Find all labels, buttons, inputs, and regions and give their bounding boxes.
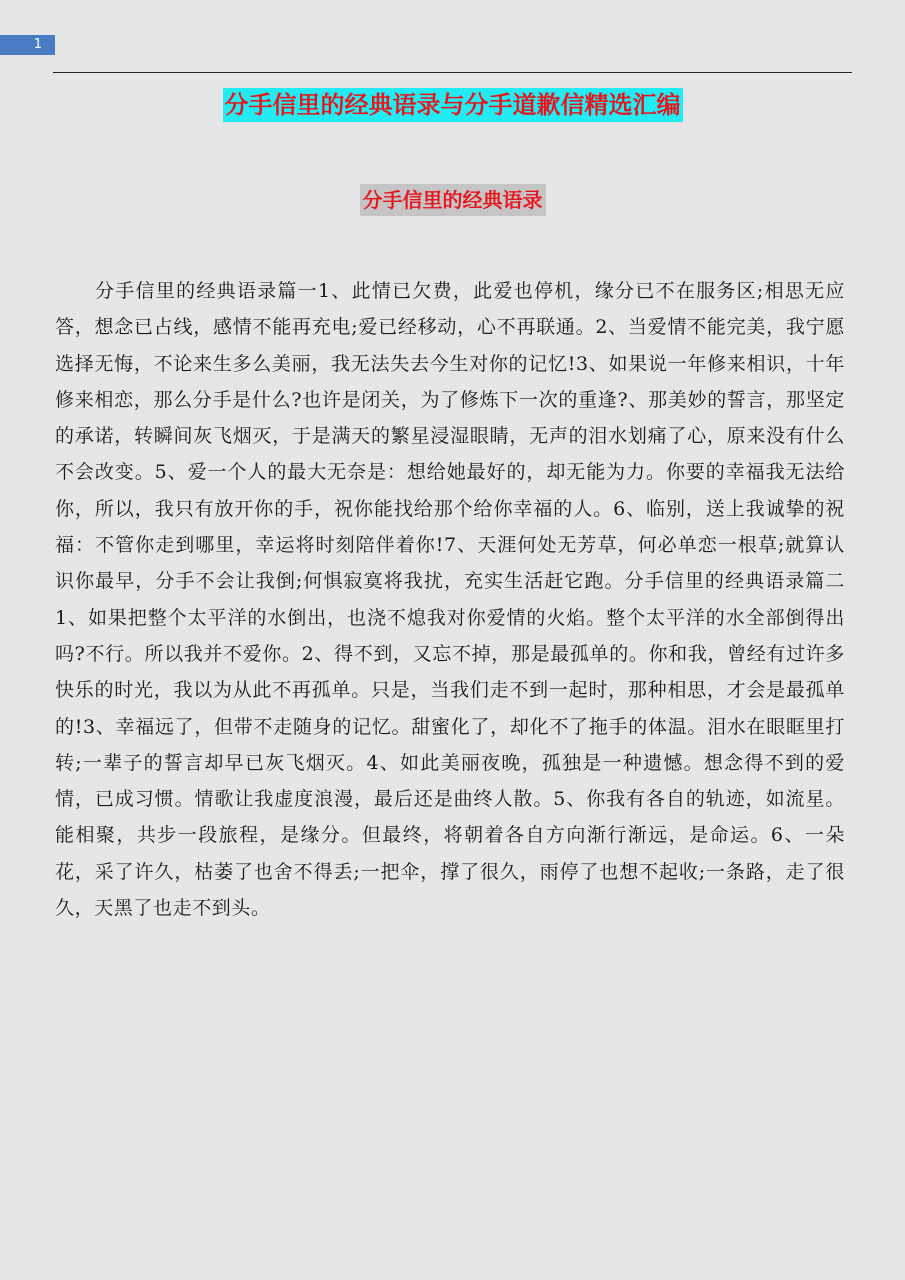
header-divider bbox=[53, 72, 852, 73]
body-paragraph: 分手信里的经典语录篇一1、此情已欠费，此爱也停机，缘分已不在服务区;相思无应答，想念已占线，感情不能再充电;爱已经移动，心不再联通。2、当爱情不能完美，我宁愿选择无悔，不论来生多么美丽，我无法失去今生对你的记忆!3、如果说一年修来相识，十年修来相恋，那么分手是什么?也许是闭关，为了修炼下一次的重逢?、那美妙的誓言，那坚定的承诺，转瞬间灰飞烟灭，于是满天的繁星浸湿眼睛，无声的泪水划痛了心，原来没有什么不会改变。5、爱一个人的最大无奈是：想给她最好的，却无能为力。你要的幸福我无法给你，所以，我只有放开你的手，祝你能找给那个给你幸福的人。6、临别，送上我诚挚的祝福：不管你走到哪里，幸运将时刻陪伴着你!7、天涯何处无芳草，何必单恋一根草;就算认识你最早，分手不会让我倒;何惧寂寞将我扰，充实生活赶它跑。分手信里的经典语录篇二1、如果把整个太平洋的水倒出，也浇不熄我对你爱情的火焰。整个太平洋的水全部倒得出吗?不行。所以我并不爱你。2、得不到，又忘不掉，那是最孤单的。你和我，曾经有过许多快乐的时光，我以为从此不再孤单。只是，当我们走不到一起时，那种相思，才会是最孤单的!3、幸福远了，但带不走随身的记忆。甜蜜化了，却化不了拖手的体温。泪水在眼眶里打转;一辈子的誓言却早已灰飞烟灭。4、如此美丽夜晚，孤独是一种遗憾。想念得不到的爱情，已成习惯。情歌让我虚度浪漫，最后还是曲终人散。5、你我有各自的轨迹，如流星。能相聚，共步一段旅程，是缘分。但最终，将朝着各自方向渐行渐远，是命运。6、一朵花，采了许久，枯萎了也舍不得丢;一把伞，撑了很久，雨停了也想不起收;一条路，走了很久，天黑了也走不到头。 bbox=[55, 280, 845, 920]
page-number-badge: 1 bbox=[0, 35, 55, 55]
document-title-container bbox=[0, 88, 905, 122]
section-title: 分手信里的经典语录 bbox=[360, 184, 546, 216]
document-title: 分手信里的经典语录与分手道歉信精选汇编 bbox=[223, 88, 683, 122]
section-title-container bbox=[0, 184, 905, 216]
